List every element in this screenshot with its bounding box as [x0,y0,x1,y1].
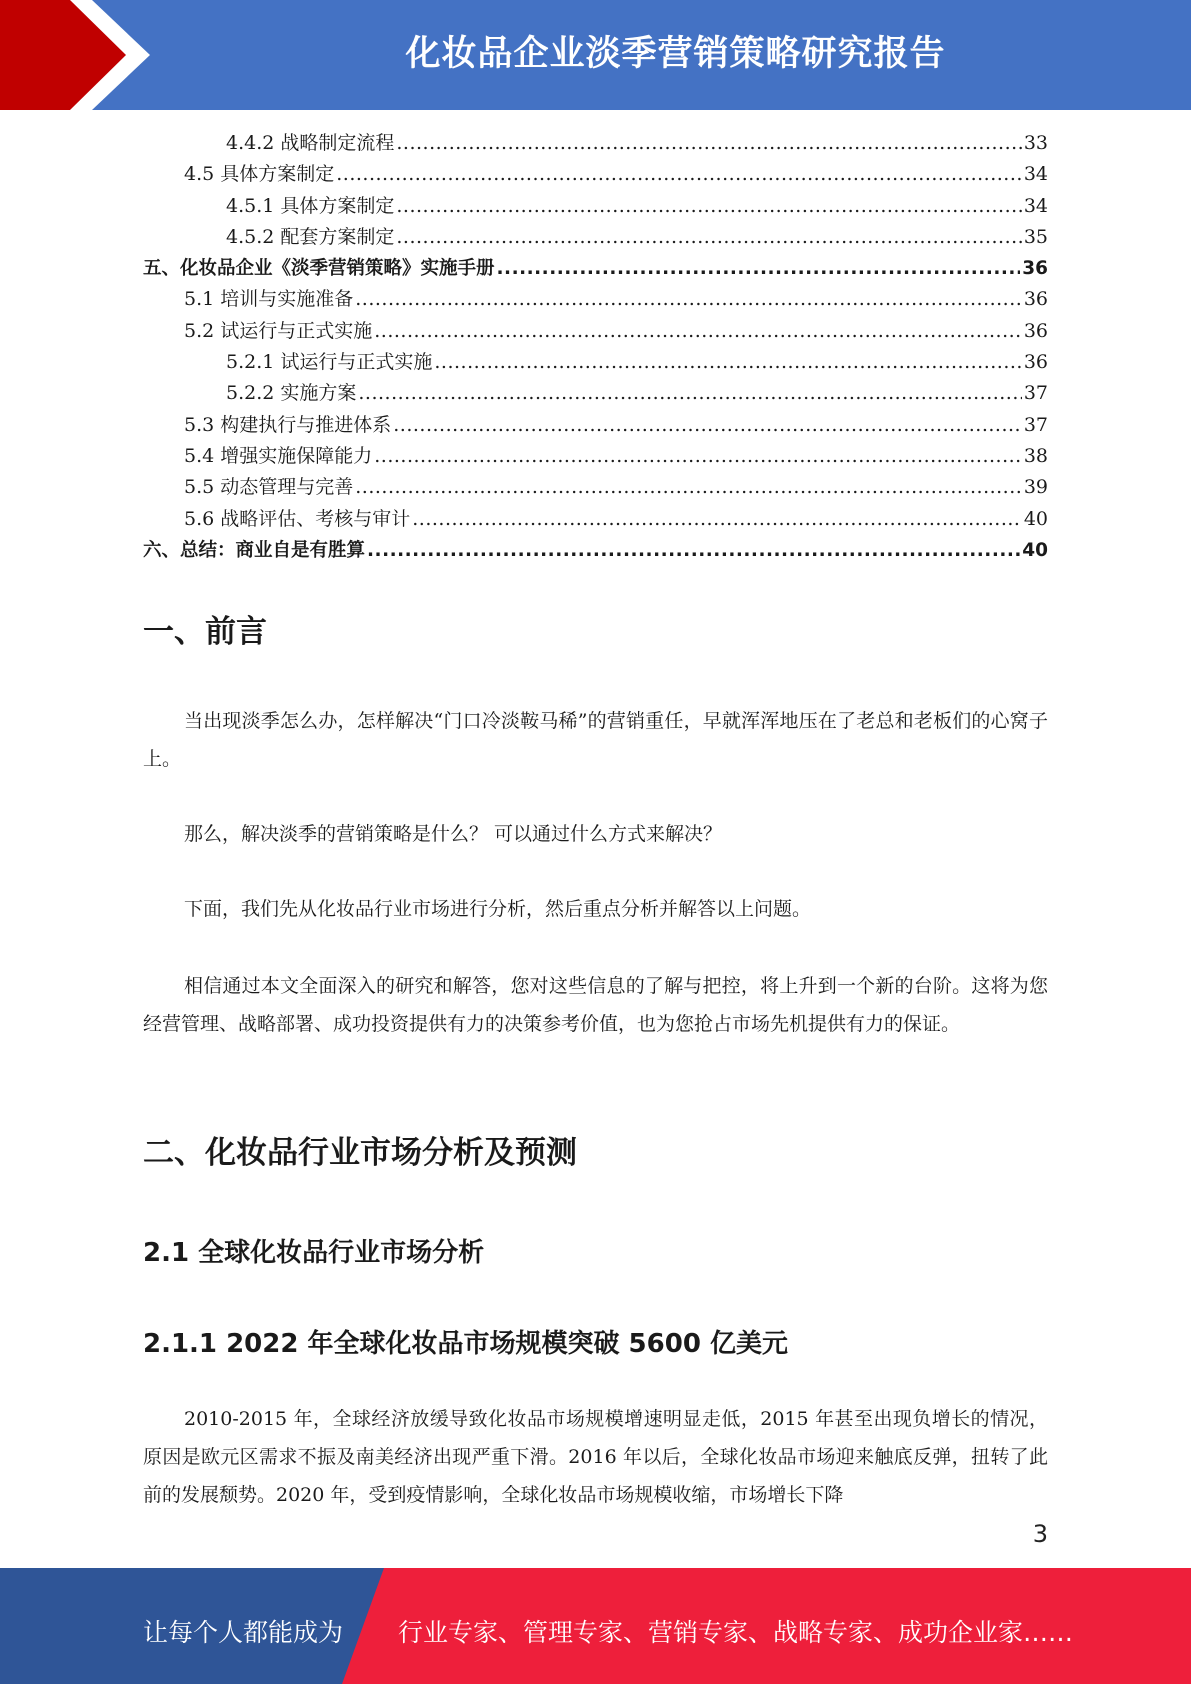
subsubsection-heading-market-size: 2.1.1 2022 年全球化妆品市场规模突破 5600 亿美元 [143,1329,788,1359]
preface-paragraph-1: 当出现淡季怎么办，怎样解决“门口冷淡鞍马稀”的营销重任，早就浑浑地压在了老总和老板们的心窝子上。 [143,710,1048,770]
toc-entry[interactable] [143,253,1048,284]
toc-entry[interactable] [143,128,1048,159]
toc-entry-page: 34 [1023,163,1048,186]
toc-entry-label: 5.3 构建执行与推进体系 [184,413,392,436]
toc-entry-label: 5.2.1 试运行与正式实施 [226,351,433,374]
toc-leader-dots [355,472,1022,503]
toc-entry[interactable] [143,222,1048,253]
toc-entry-page: 36 [1022,258,1048,280]
toc-entry[interactable] [143,284,1048,315]
toc-leader-dots [412,504,1022,535]
footer-banner [0,1568,1191,1684]
toc-entry-page: 38 [1023,444,1048,467]
toc-entry-page: 36 [1023,351,1048,374]
page-number: 3 [1032,1520,1048,1548]
preface-paragraph-2: 那么，解决淡季的营销策略是什么？ 可以通过什么方式来解决？ [184,823,723,845]
toc-entry-label: 4.5.2 配套方案制定 [226,225,395,248]
footer-slogan-left: 让每个人都能成为 [143,1618,344,1647]
toc-leader-dots [434,347,1021,378]
toc-entry-label: 五、化妆品企业《淡季营销策略》实施手册 [143,258,495,280]
toc-entry-label: 六、总结：商业自是有胜算 [143,539,366,561]
toc-entry[interactable] [143,378,1048,409]
toc-entry-label: 4.5.1 具体方案制定 [226,194,395,217]
toc-leader-dots [358,378,1021,409]
toc-entry-label: 5.6 战略评估、考核与审计 [184,507,411,530]
toc-entry-label: 5.4 增强实施保障能力 [184,444,373,467]
toc-entry-page: 37 [1023,382,1048,405]
document-title: 化妆品企业淡季营销策略研究报告 [405,34,946,74]
table-of-contents [143,128,1048,566]
market-analysis-paragraph: 2010-2015 年，全球经济放缓导致化妆品市场规模增速明显走低，2015 年甚至出现负增长的情况，原因是欧元区需求不振及南美经济出现严重下滑。2016 年以后，全球化妆品市场迎来触底反弹，扭转了此前的发展颓势。2020 年，受到疫情影响，全球化妆品市场规模收缩，市场增长下降 [143,1408,1048,1506]
toc-leader-dots [396,128,1021,159]
toc-leader-dots [396,191,1021,222]
section-heading-preface: 一、前言 [143,614,267,650]
preface-paragraph-3: 下面，我们先从化妆品行业市场进行分析，然后重点分析并解答以上问题。 [184,898,812,920]
preface-paragraph-4: 相信通过本文全面深入的研究和解答，您对这些信息的了解与把控，将上升到一个新的台阶。这将为您经营管理、战略部署、成功投资提供有力的决策参考价值，也为您抢占市场先机提供有力的保证。 [143,975,1048,1035]
toc-entry-page: 33 [1023,132,1048,154]
toc-entry-page: 39 [1023,476,1048,499]
toc-entry-page: 35 [1023,225,1048,248]
toc-entry-label: 5.5 动态管理与完善 [184,476,354,499]
toc-entry[interactable] [143,347,1048,378]
toc-entry-label: 4.5 具体方案制定 [184,163,335,186]
toc-entry-label: 4.4.2 战略制定流程 [226,132,395,154]
toc-entry[interactable] [143,504,1048,535]
toc-entry-page: 40 [1023,507,1048,530]
toc-leader-dots [497,253,1021,284]
toc-entry-label: 5.2 试运行与正式实施 [184,319,373,342]
toc-leader-dots [396,222,1021,253]
toc-entry[interactable] [143,535,1048,566]
toc-entry[interactable] [143,441,1048,472]
header-chevron-decoration [0,0,160,110]
toc-entry-page: 34 [1023,194,1048,217]
toc-entry-page: 40 [1022,539,1048,561]
toc-leader-dots [393,410,1022,441]
toc-leader-dots [355,284,1022,315]
toc-entry-label: 5.2.2 实施方案 [226,382,357,405]
toc-entry-page: 37 [1023,413,1048,436]
toc-entry[interactable] [143,159,1048,190]
toc-entry-page: 36 [1023,319,1048,342]
toc-leader-dots [336,159,1022,190]
toc-entry[interactable] [143,410,1048,441]
toc-leader-dots [367,535,1020,566]
footer-slogan-right: 行业专家、管理专家、营销专家、战略专家、成功企业家…… [398,1618,1074,1647]
toc-entry[interactable] [143,316,1048,347]
toc-leader-dots [374,441,1022,472]
header-banner [0,0,1191,110]
subsection-heading-global-market: 2.1 全球化妆品行业市场分析 [143,1238,485,1268]
toc-entry[interactable] [143,191,1048,222]
toc-leader-dots [374,316,1022,347]
toc-entry-page: 36 [1023,288,1048,311]
section-heading-market-analysis: 二、化妆品行业市场分析及预测 [143,1135,577,1171]
toc-entry-label: 5.1 培训与实施准备 [184,288,354,311]
toc-entry[interactable] [143,472,1048,503]
